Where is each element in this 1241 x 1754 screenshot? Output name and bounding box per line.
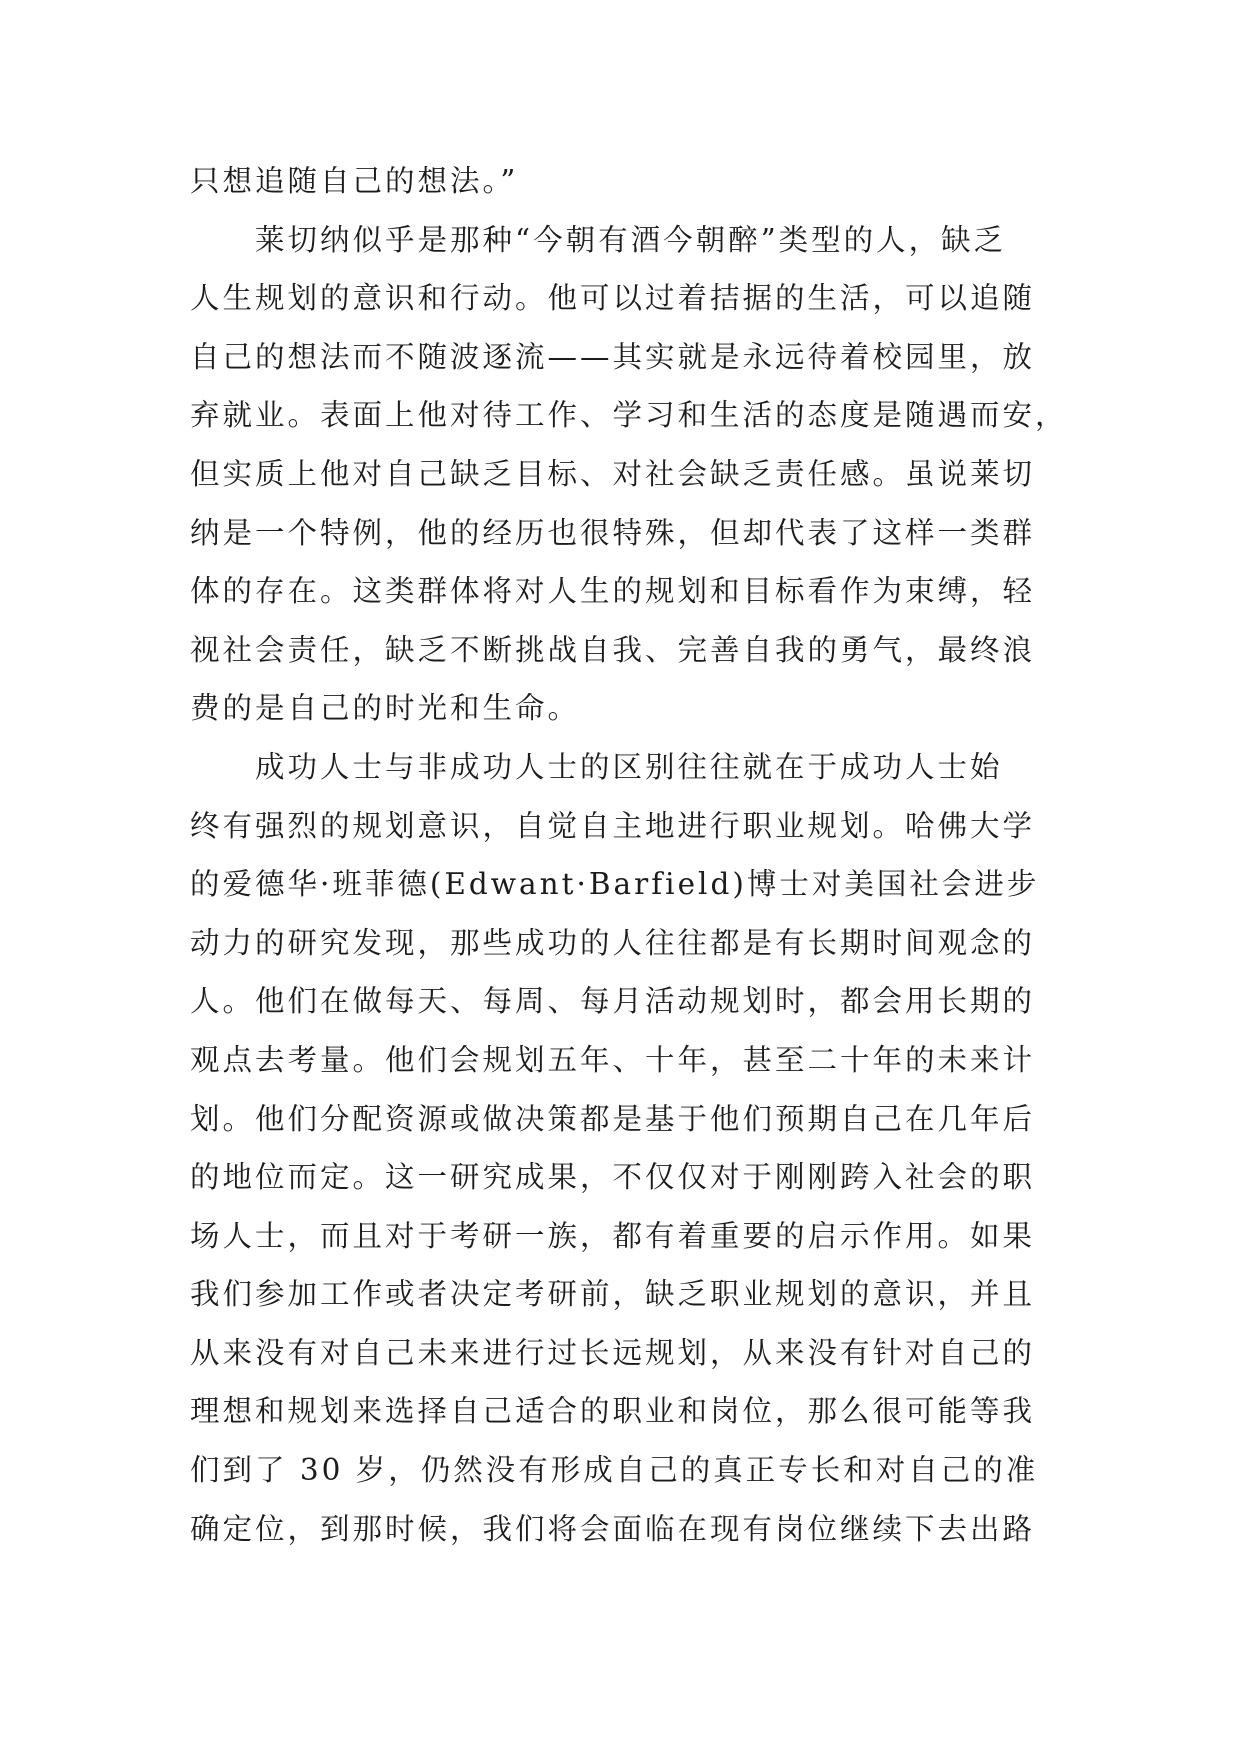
- text-line-17: 划。他们分配资源或做决策都是基于他们预期自己在几年后: [190, 1101, 1036, 1136]
- text-line-3: 人生规划的意识和行动。他可以过着拮据的生活，可以追随: [190, 281, 1036, 316]
- text-line-22: 理想和规划来选择自己适合的职业和岗位，那么很可能等我: [190, 1394, 1036, 1429]
- text-line-10: 费的是自己的时光和生命。: [190, 691, 581, 726]
- text-line-9: 视社会责任，缺乏不断挑战自我、完善自我的勇气，最终浪: [190, 632, 1036, 667]
- text-line-23: 们到了 30 岁，仍然没有形成自己的真正专长和对自己的准: [190, 1453, 1039, 1488]
- text-line-16: 观点去考量。他们会规划五年、十年，甚至二十年的未来计: [190, 1042, 1036, 1077]
- text-line-4: 自己的想法而不随波逐流——其实就是永远待着校园里，放: [190, 339, 1036, 374]
- text-line-7: 纳是一个特例，他的经历也很特殊，但却代表了这样一类群: [190, 515, 1036, 550]
- text-line-11: 成功人士与非成功人士的区别往往就在于成功人士始: [190, 749, 1003, 784]
- text-line-1: 只想追随自己的想法。”: [190, 164, 519, 198]
- text-line-15: 人。他们在做每天、每周、每月活动规划时，都会用长期的: [190, 984, 1036, 1019]
- text-line-6: 但实质上他对自己缺乏目标、对社会缺乏责任感。虽说莱切: [190, 456, 1036, 491]
- text-line-13: 的爱德华·班菲德(Edwant·Barfield)博士对美国社会进步: [190, 867, 1040, 902]
- body-text: [190, 152, 1068, 1558]
- text-line-21: 从来没有对自己未来进行过长远规划，从来没有针对自己的: [190, 1335, 1036, 1370]
- text-line-18: 的地位而定。这一研究成果，不仅仅对于刚刚跨入社会的职: [190, 1160, 1036, 1195]
- text-line-20: 我们参加工作或者决定考研前，缺乏职业规划的意识，并且: [190, 1277, 1036, 1312]
- text-line-2: 莱切纳似乎是那种“今朝有酒今朝醉”类型的人，缺乏: [190, 222, 1007, 257]
- text-line-12: 终有强烈的规划意识，自觉自主地进行职业规划。哈佛大学: [190, 808, 1036, 843]
- text-line-8: 体的存在。这类群体将对人生的规划和目标看作为束缚，轻: [190, 574, 1036, 609]
- text-line-5: 弃就业。表面上他对待工作、学习和生活的态度是随遇而安，: [190, 398, 1068, 433]
- text-line-24: 确定位，到那时候，我们将会面临在现有岗位继续下去出路: [190, 1511, 1036, 1546]
- text-line-19: 场人士，而且对于考研一族，都有着重要的启示作用。如果: [190, 1218, 1036, 1253]
- text-line-14: 动力的研究发现，那些成功的人往往都是有长期时间观念的: [190, 925, 1036, 960]
